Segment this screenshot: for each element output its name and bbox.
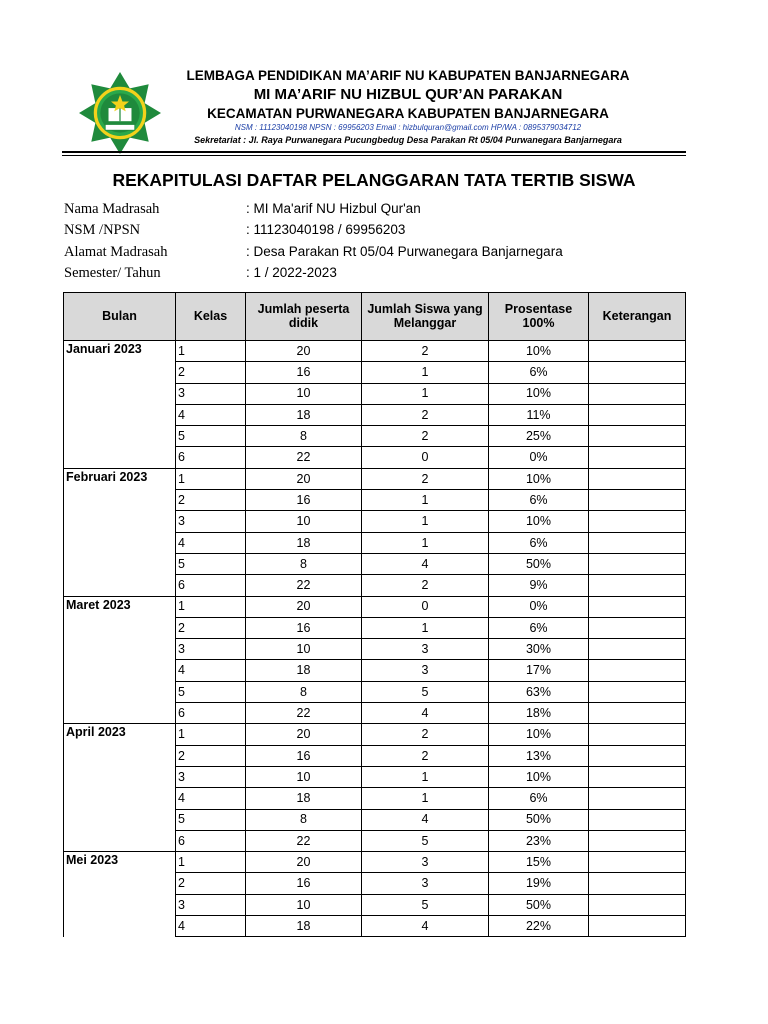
keterangan-cell	[589, 660, 686, 681]
info-value: : Desa Parakan Rt 05/04 Purwanegara Banjarnegara	[246, 244, 563, 259]
prosentase-cell: 17%	[489, 660, 589, 681]
prosentase-cell: 6%	[489, 490, 589, 511]
letterhead-contact: NSM : 11123040198 NPSN : 69956203 Email : hizbulquran@gmail.com HP/WA : 0895379034712	[234, 123, 582, 132]
jumlah-peserta-cell: 8	[246, 681, 362, 702]
jumlah-peserta-cell: 20	[246, 341, 362, 362]
jumlah-melanggar-cell: 1	[362, 383, 489, 404]
prosentase-cell: 10%	[489, 511, 589, 532]
kelas-cell: 5	[176, 426, 246, 447]
jumlah-melanggar-cell: 2	[362, 724, 489, 745]
keterangan-cell	[589, 511, 686, 532]
jumlah-peserta-cell: 22	[246, 575, 362, 596]
prosentase-cell: 15%	[489, 852, 589, 873]
jumlah-peserta-cell: 16	[246, 745, 362, 766]
table-row	[64, 852, 686, 873]
jumlah-peserta-cell: 16	[246, 873, 362, 894]
prosentase-cell: 10%	[489, 341, 589, 362]
kelas-cell: 4	[176, 404, 246, 425]
jumlah-melanggar-cell: 2	[362, 341, 489, 362]
jumlah-melanggar-cell: 0	[362, 596, 489, 617]
prosentase-cell: 9%	[489, 575, 589, 596]
kelas-cell: 2	[176, 490, 246, 511]
prosentase-cell: 23%	[489, 830, 589, 851]
jumlah-peserta-cell: 16	[246, 617, 362, 638]
header-keterangan: Keterangan	[589, 293, 686, 341]
kelas-cell: 5	[176, 553, 246, 574]
info-value: : MI Ma'arif NU Hizbul Qur'an	[246, 201, 421, 216]
kelas-cell: 6	[176, 830, 246, 851]
jumlah-peserta-cell: 8	[246, 553, 362, 574]
jumlah-peserta-cell: 8	[246, 809, 362, 830]
kelas-cell: 3	[176, 894, 246, 915]
jumlah-peserta-cell: 20	[246, 724, 362, 745]
header-kelas: Kelas	[176, 293, 246, 341]
jumlah-melanggar-cell: 4	[362, 553, 489, 574]
kelas-cell: 2	[176, 362, 246, 383]
kelas-cell: 2	[176, 873, 246, 894]
month-cell: Mei 2023	[64, 852, 176, 937]
keterangan-cell	[589, 681, 686, 702]
info-label: Semester/ Tahun	[64, 265, 161, 281]
prosentase-cell: 22%	[489, 916, 589, 937]
kelas-cell: 6	[176, 703, 246, 724]
letterhead-school-name: MI MA’ARIF NU HIZBUL QUR’AN PARAKAN	[253, 86, 563, 103]
jumlah-peserta-cell: 10	[246, 511, 362, 532]
keterangan-cell	[589, 596, 686, 617]
jumlah-peserta-cell: 10	[246, 894, 362, 915]
table-row	[64, 341, 686, 362]
kelas-cell: 4	[176, 532, 246, 553]
keterangan-cell	[589, 703, 686, 724]
kelas-cell: 3	[176, 766, 246, 787]
info-value: : 11123040198 / 69956203	[246, 222, 406, 237]
jumlah-peserta-cell: 18	[246, 788, 362, 809]
keterangan-cell	[589, 426, 686, 447]
prosentase-cell: 19%	[489, 873, 589, 894]
jumlah-melanggar-cell: 1	[362, 766, 489, 787]
keterangan-cell	[589, 575, 686, 596]
jumlah-melanggar-cell: 5	[362, 681, 489, 702]
letterhead-rule-thin	[62, 155, 686, 156]
prosentase-cell: 0%	[489, 447, 589, 468]
keterangan-cell	[589, 553, 686, 574]
kelas-cell: 3	[176, 639, 246, 660]
jumlah-melanggar-cell: 5	[362, 894, 489, 915]
keterangan-cell	[589, 894, 686, 915]
keterangan-cell	[589, 745, 686, 766]
prosentase-cell: 0%	[489, 596, 589, 617]
prosentase-cell: 25%	[489, 426, 589, 447]
prosentase-cell: 13%	[489, 745, 589, 766]
keterangan-cell	[589, 490, 686, 511]
letterhead-foundation: LEMBAGA PENDIDIKAN MA’ARIF NU KABUPATEN BANJARNEGARA	[186, 68, 630, 83]
prosentase-cell: 6%	[489, 617, 589, 638]
table-header-row	[64, 293, 686, 341]
kelas-cell: 5	[176, 809, 246, 830]
keterangan-cell	[589, 341, 686, 362]
kelas-cell: 1	[176, 341, 246, 362]
prosentase-cell: 10%	[489, 724, 589, 745]
kelas-cell: 3	[176, 383, 246, 404]
info-value: : 1 / 2022-2023	[246, 265, 337, 280]
table-body	[64, 341, 686, 937]
prosentase-cell: 10%	[489, 383, 589, 404]
kelas-cell: 1	[176, 724, 246, 745]
prosentase-cell: 6%	[489, 788, 589, 809]
prosentase-cell: 10%	[489, 766, 589, 787]
school-emblem-icon	[79, 72, 161, 154]
jumlah-melanggar-cell: 4	[362, 703, 489, 724]
keterangan-cell	[589, 639, 686, 660]
jumlah-melanggar-cell: 1	[362, 511, 489, 532]
jumlah-peserta-cell: 22	[246, 447, 362, 468]
jumlah-peserta-cell: 10	[246, 766, 362, 787]
document-title: REKAPITULASI DAFTAR PELANGGARAN TATA TERTIB SISWA	[112, 170, 636, 190]
kelas-cell: 3	[176, 511, 246, 532]
jumlah-melanggar-cell: 1	[362, 490, 489, 511]
kelas-cell: 6	[176, 447, 246, 468]
kelas-cell: 2	[176, 745, 246, 766]
kelas-cell: 4	[176, 660, 246, 681]
prosentase-cell: 50%	[489, 553, 589, 574]
keterangan-cell	[589, 809, 686, 830]
header-prosentase: Prosentase 100%	[489, 293, 589, 341]
info-label: Alamat Madrasah	[64, 244, 168, 260]
jumlah-melanggar-cell: 2	[362, 404, 489, 425]
kelas-cell: 1	[176, 468, 246, 489]
jumlah-peserta-cell: 16	[246, 362, 362, 383]
info-label: Nama Madrasah	[64, 201, 160, 217]
jumlah-melanggar-cell: 2	[362, 745, 489, 766]
keterangan-cell	[589, 532, 686, 553]
keterangan-cell	[589, 362, 686, 383]
keterangan-cell	[589, 468, 686, 489]
jumlah-melanggar-cell: 2	[362, 575, 489, 596]
jumlah-peserta-cell: 18	[246, 404, 362, 425]
jumlah-melanggar-cell: 1	[362, 617, 489, 638]
letterhead-district: KECAMATAN PURWANEGARA KABUPATEN BANJARNEGARA	[207, 106, 609, 121]
keterangan-cell	[589, 916, 686, 937]
month-cell: April 2023	[64, 724, 176, 852]
jumlah-peserta-cell: 16	[246, 490, 362, 511]
jumlah-melanggar-cell: 1	[362, 362, 489, 383]
jumlah-melanggar-cell: 3	[362, 660, 489, 681]
table-row	[64, 596, 686, 617]
jumlah-melanggar-cell: 0	[362, 447, 489, 468]
header-jumlah-peserta: Jumlah peserta didik	[246, 293, 362, 341]
jumlah-melanggar-cell: 2	[362, 426, 489, 447]
keterangan-cell	[589, 383, 686, 404]
table-row	[64, 724, 686, 745]
jumlah-melanggar-cell: 3	[362, 873, 489, 894]
month-cell: Januari 2023	[64, 341, 176, 469]
info-label: NSM /NPSN	[64, 222, 141, 238]
kelas-cell: 4	[176, 788, 246, 809]
table-row	[64, 468, 686, 489]
jumlah-peserta-cell: 10	[246, 639, 362, 660]
prosentase-cell: 18%	[489, 703, 589, 724]
prosentase-cell: 63%	[489, 681, 589, 702]
kelas-cell: 4	[176, 916, 246, 937]
kelas-cell: 1	[176, 596, 246, 617]
kelas-cell: 2	[176, 617, 246, 638]
jumlah-melanggar-cell: 5	[362, 830, 489, 851]
prosentase-cell: 30%	[489, 639, 589, 660]
keterangan-cell	[589, 766, 686, 787]
keterangan-cell	[589, 404, 686, 425]
prosentase-cell: 10%	[489, 468, 589, 489]
jumlah-melanggar-cell: 1	[362, 788, 489, 809]
prosentase-cell: 6%	[489, 532, 589, 553]
prosentase-cell: 11%	[489, 404, 589, 425]
jumlah-peserta-cell: 22	[246, 830, 362, 851]
month-cell: Maret 2023	[64, 596, 176, 724]
kelas-cell: 1	[176, 852, 246, 873]
keterangan-cell	[589, 617, 686, 638]
month-cell: Februari 2023	[64, 468, 176, 596]
prosentase-cell: 6%	[489, 362, 589, 383]
kelas-cell: 5	[176, 681, 246, 702]
jumlah-melanggar-cell: 4	[362, 916, 489, 937]
jumlah-melanggar-cell: 2	[362, 468, 489, 489]
keterangan-cell	[589, 447, 686, 468]
jumlah-peserta-cell: 8	[246, 426, 362, 447]
keterangan-cell	[589, 830, 686, 851]
letterhead-rule-thick	[62, 151, 686, 153]
prosentase-cell: 50%	[489, 809, 589, 830]
jumlah-peserta-cell: 18	[246, 532, 362, 553]
header-bulan: Bulan	[64, 293, 176, 341]
jumlah-peserta-cell: 20	[246, 468, 362, 489]
jumlah-melanggar-cell: 4	[362, 809, 489, 830]
keterangan-cell	[589, 724, 686, 745]
jumlah-melanggar-cell: 3	[362, 852, 489, 873]
jumlah-peserta-cell: 20	[246, 852, 362, 873]
jumlah-peserta-cell: 18	[246, 660, 362, 681]
jumlah-peserta-cell: 10	[246, 383, 362, 404]
letterhead-address: Sekretariat : Jl. Raya Purwanegara Pucungbedug Desa Parakan Rt 05/04 Purwanegara Banjarnegara	[194, 135, 622, 145]
jumlah-peserta-cell: 20	[246, 596, 362, 617]
prosentase-cell: 50%	[489, 894, 589, 915]
kelas-cell: 6	[176, 575, 246, 596]
jumlah-peserta-cell: 18	[246, 916, 362, 937]
violation-recap-table	[63, 292, 686, 937]
jumlah-melanggar-cell: 1	[362, 532, 489, 553]
jumlah-peserta-cell: 22	[246, 703, 362, 724]
keterangan-cell	[589, 873, 686, 894]
keterangan-cell	[589, 852, 686, 873]
keterangan-cell	[589, 788, 686, 809]
header-jumlah-melanggar: Jumlah Siswa yang Melanggar	[362, 293, 489, 341]
jumlah-melanggar-cell: 3	[362, 639, 489, 660]
